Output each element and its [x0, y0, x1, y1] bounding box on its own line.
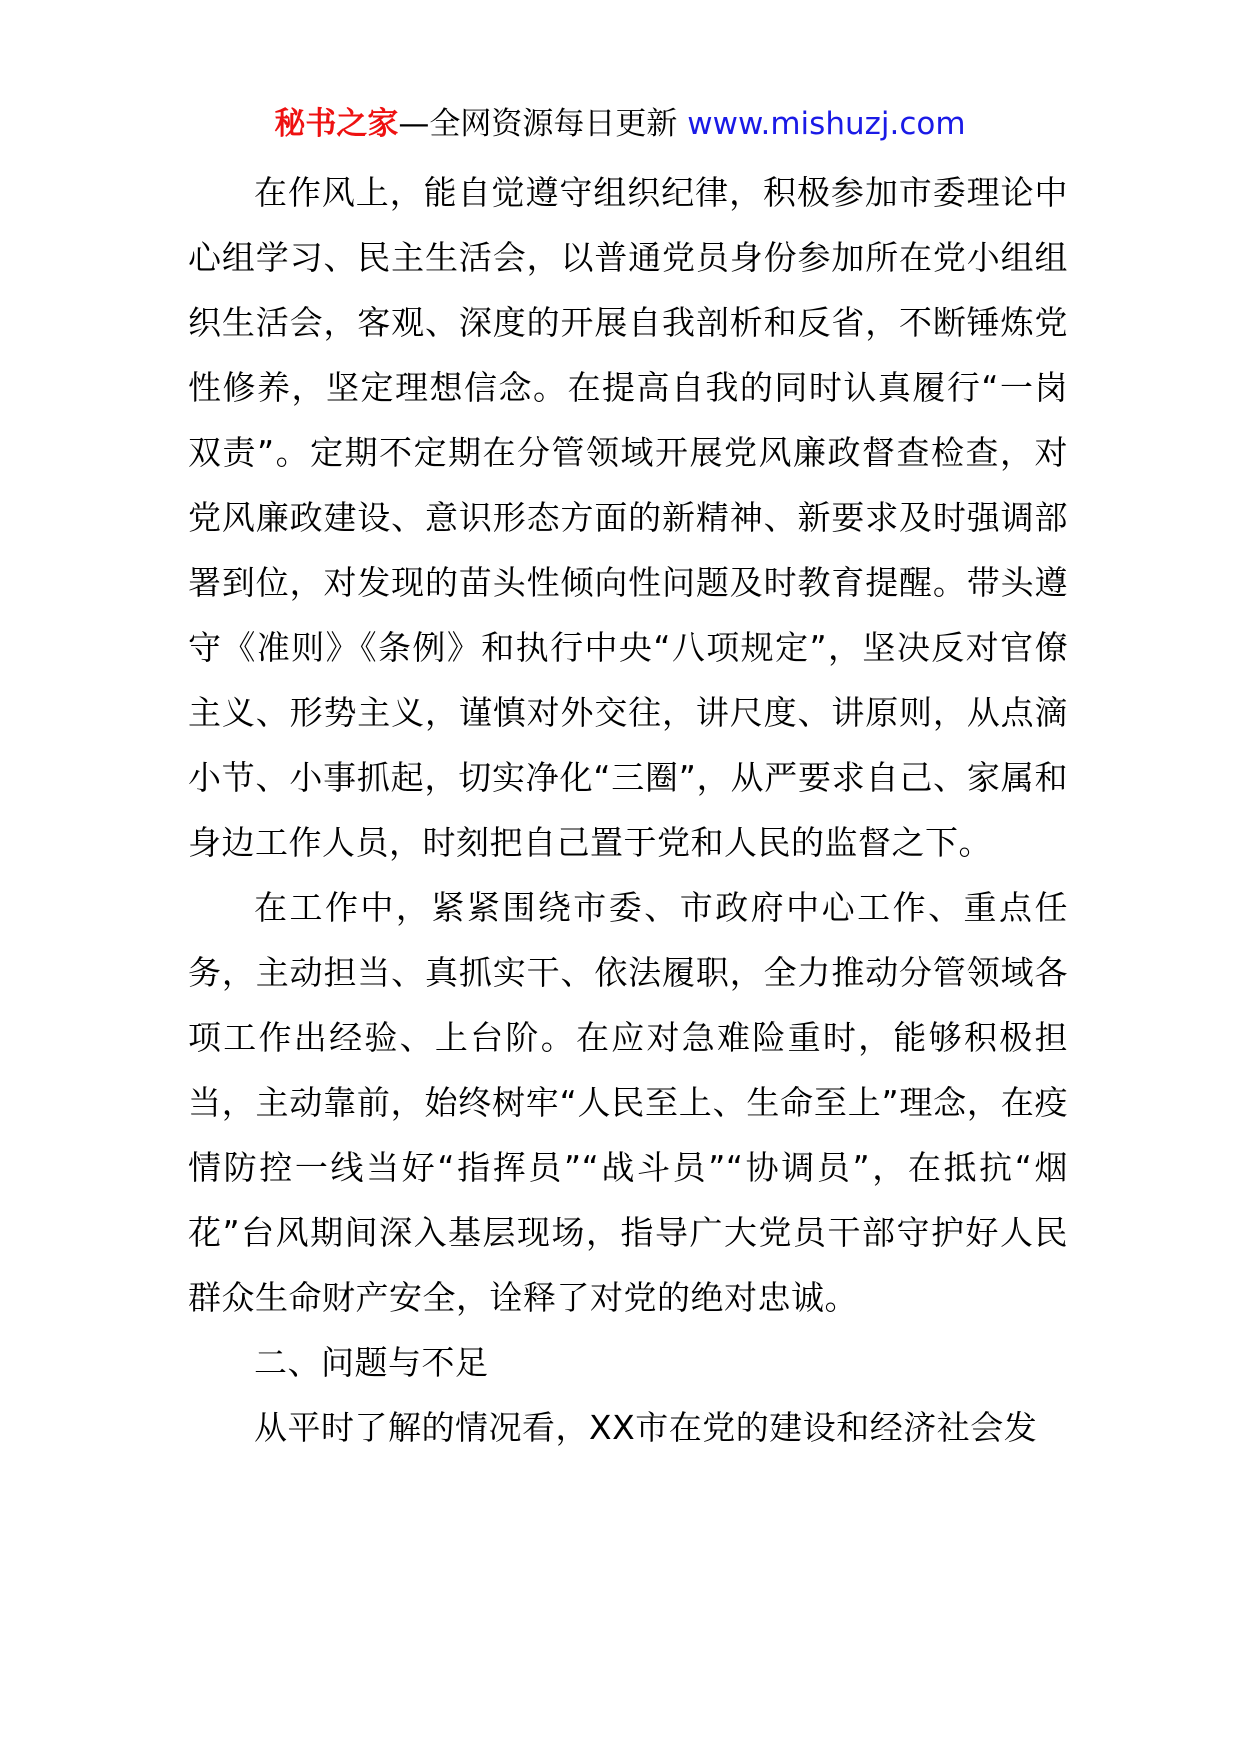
paragraph-work: 在工作中，紧紧围绕市委、市政府中心工作、重点任务，主动担当、真抓实干、依法履职，全力推动分管领域各项工作出经验、上台阶。在应对急难险重时，能够积极担当，主动靠前，始终树牢“人民至上、生命至上”理念，在疫情防控一线当好“指挥员”“战斗员”“协调员”，在抵抗“烟花”台风期间深入基层现场，指导广大党员干部守护好人民群众生命财产安全，诠释了对党的绝对忠诚。 [188, 888, 1068, 1317]
paragraph-work-style: 在作风上，能自觉遵守组织纪律，积极参加市委理论中心组学习、民主生活会，以普通党员身份参加所在党小组组织生活会，客观、深度的开展自我剖析和反省，不断锤炼党性修养，坚定理想信念。在提高自我的同时认真履行“一岗双责”。定期不定期在分管领域开展党风廉政督查检查，对党风廉政建设、意识形态方面的新精神、新要求及时强调部署到位，对发现的苗头性倾向性问题及时教育提醒。带头遵守《准则》《条例》和执行中央“八项规定”，坚决反对官僚主义、形势主义，谨慎对外交往，讲尺度、讲原则，从点滴小节、小事抓起，切实净化“三圈”，从严要求自己、家属和身边工作人员，时刻把自己置于党和人民的监督之下。 [188, 173, 1068, 862]
header-brand: 秘书之家 [274, 106, 399, 142]
header-tagline: —全网资源每日更新 [398, 106, 678, 142]
document-body [188, 160, 1068, 1460]
paragraph-problems-intro: 从平时了解的情况看，XX市在党的建设和经济社会发 [254, 1408, 1038, 1447]
watermark-header [0, 100, 1240, 148]
section-heading-problems: 二、问题与不足 [254, 1343, 489, 1382]
header-site-url[interactable]: www.mishuzj.com [687, 106, 966, 142]
